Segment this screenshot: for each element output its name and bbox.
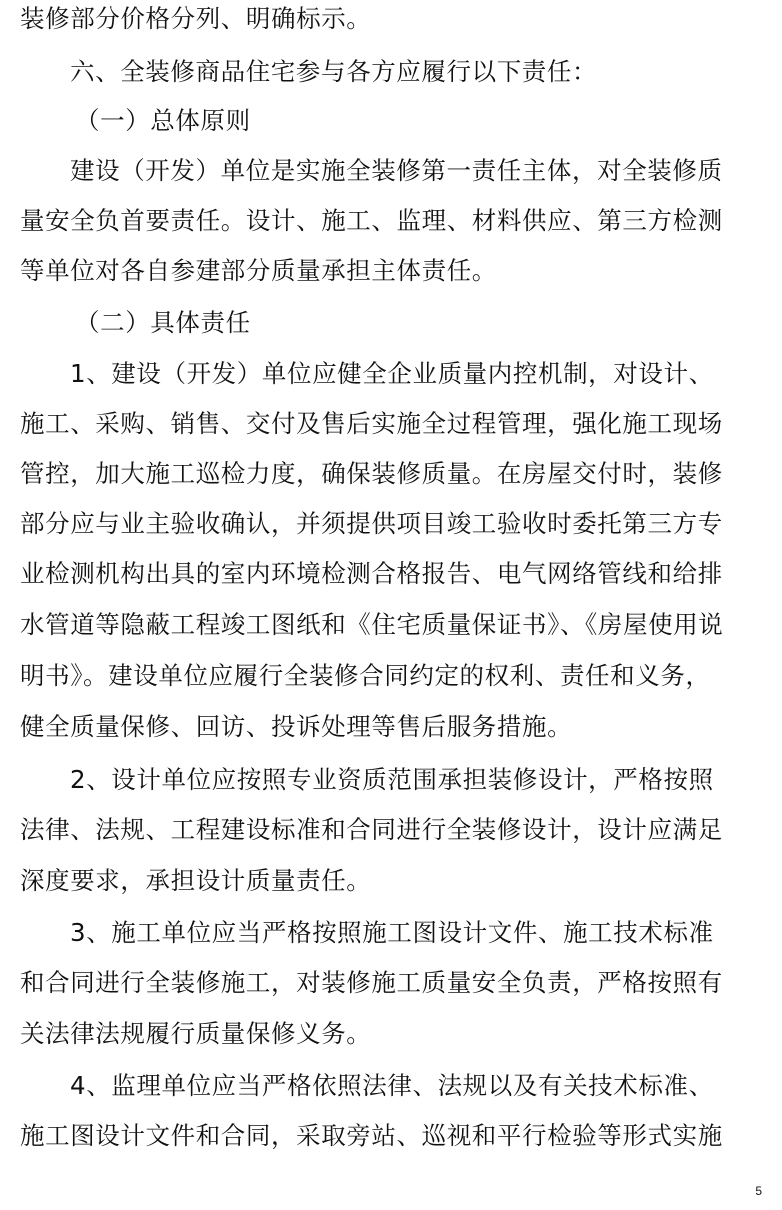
text-line: 等单位对各自参建部分质量承担主体责任。 [20,256,497,285]
text-line: 4、监理单位应当严格依照法律、法规以及有关技术标准、 [70,1071,714,1100]
text-line: 装修部分价格分列、明确标示。 [20,4,372,33]
subsection-heading: （一）总体原则 [75,106,251,135]
text-line: 业检测机构出具的室内环境检测合格报告、电气网络管线和给排 [20,559,723,588]
text-line: 法律、法规、工程建设标准和合同进行全装修设计，设计应满足 [20,815,723,844]
text-line: 建设（开发）单位是实施全装修第一责任主体，对全装修质 [70,156,723,185]
subsection-heading: （二）具体责任 [75,308,251,337]
text-line: 施工图设计文件和合同，采取旁站、巡视和平行检验等形式实施 [20,1121,723,1150]
text-line: 关法律法规履行质量保修义务。 [20,1019,372,1048]
page-number: 5 [755,1184,762,1198]
text-line: 和合同进行全装修施工，对装修施工质量安全负责，严格按照有 [20,968,723,997]
section-heading: 六、全装修商品住宅参与各方应履行以下责任： [70,57,598,86]
text-line: 部分应与业主验收确认，并须提供项目竣工验收时委托第三方专 [20,509,723,538]
text-line: 2、设计单位应按照专业资质范围承担装修设计，严格按照 [70,765,714,794]
text-line: 3、施工单位应当严格按照施工图设计文件、施工技术标准 [70,918,714,947]
text-line: 明书》。建设单位应履行全装修合同约定的权利、责任和义务， [20,661,711,690]
text-line: 深度要求，承担设计质量责任。 [20,866,372,895]
text-line: 1、建设（开发）单位应健全企业质量内控机制，对设计、 [70,359,714,388]
text-line: 量安全负首要责任。设计、施工、监理、材料供应、第三方检测 [20,206,723,235]
text-line: 健全质量保修、回访、投诉处理等售后服务措施。 [20,712,573,741]
text-line: 管控，加大施工巡检力度，确保装修质量。在房屋交付时，装修 [20,459,723,488]
text-line: 施工、采购、销售、交付及售后实施全过程管理，强化施工现场 [20,409,723,438]
text-line: 水管道等隐蔽工程竣工图纸和《住宅质量保证书》、《房屋使用说 [20,610,724,639]
